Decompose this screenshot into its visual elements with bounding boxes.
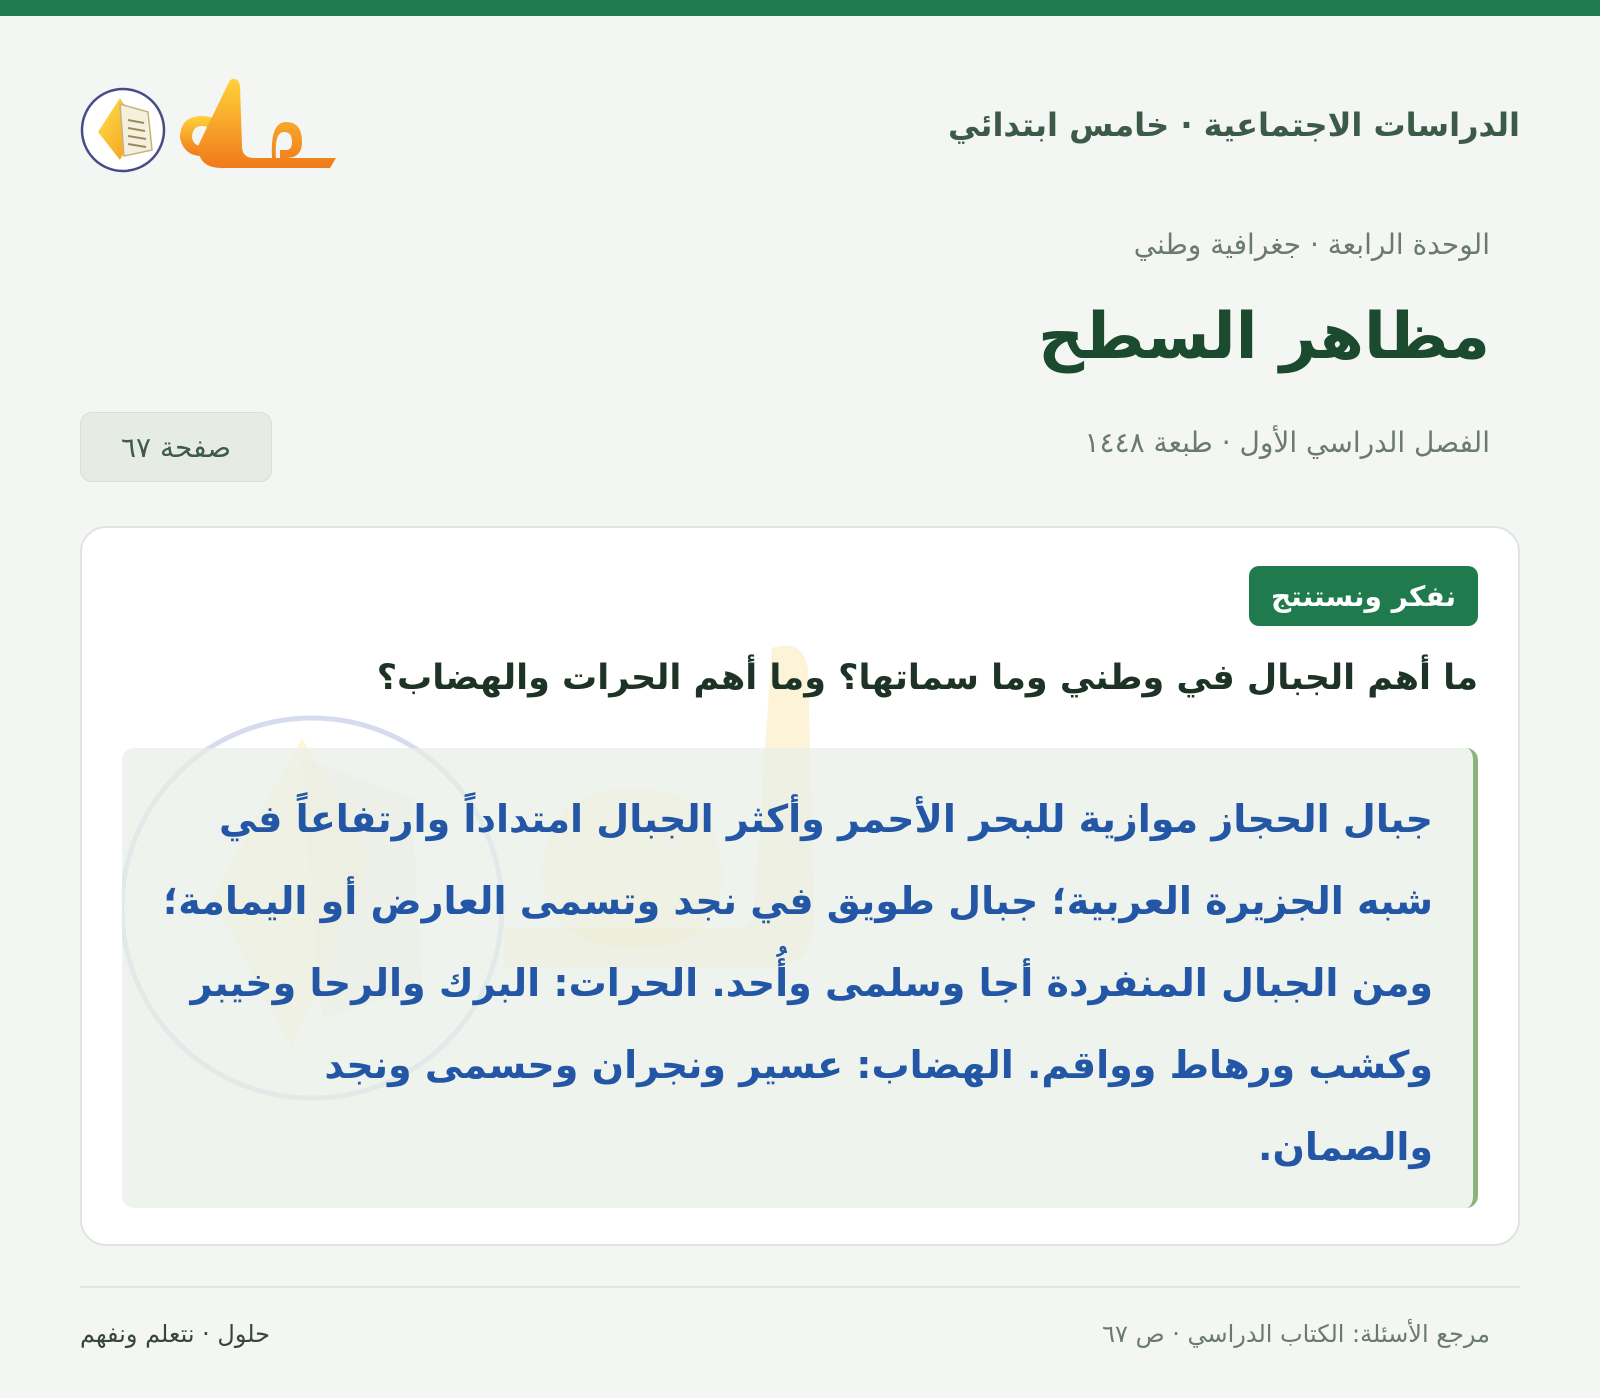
- hulul-logo[interactable]: [80, 70, 370, 190]
- lesson-title: مظاهر السطح: [1037, 300, 1490, 374]
- answer-box: [122, 748, 1478, 1208]
- page-number-chip[interactable]: صفحة ٦٧: [80, 412, 272, 482]
- question-text: ما أهم الجبال في وطني وما سماتها؟ وما أهم الحرات والهضاب؟: [376, 658, 1478, 698]
- top-accent-bar: [0, 0, 1600, 16]
- question-card: [80, 526, 1520, 1246]
- header: [80, 70, 1520, 190]
- unit-label: الوحدة الرابعة · جغرافية وطني: [1133, 228, 1490, 261]
- subject-grade-title: الدراسات الاجتماعية · خامس ابتدائي: [948, 106, 1520, 144]
- answer-text: جبال الحجاز موازية للبحر الأحمر وأكثر الجبال امتداداً وارتفاعاً في شبه الجزيرة العربية؛ جبال طويق في نجد وتسمى العارض أو اليمامة؛ ومن الجبال المنفردة أجا وسلمى وأُحد. الحرات: البرك والرحا وخيبر وكشب ورهاط وواقم. الهضاب: عسير ونجران وحسمى ونجد والصمان.: [163, 797, 1433, 1169]
- think-conclude-badge: نفكر ونستنتج: [1249, 566, 1478, 626]
- footer-brand-tagline: حلول · نتعلم ونفهم: [80, 1320, 270, 1348]
- term-edition-label: الفصل الدراسي الأول · طبعة ١٤٤٨: [1084, 426, 1490, 459]
- footer-reference: مرجع الأسئلة: الكتاب الدراسي · ص ٦٧: [1102, 1320, 1490, 1348]
- footer-divider: [80, 1286, 1520, 1288]
